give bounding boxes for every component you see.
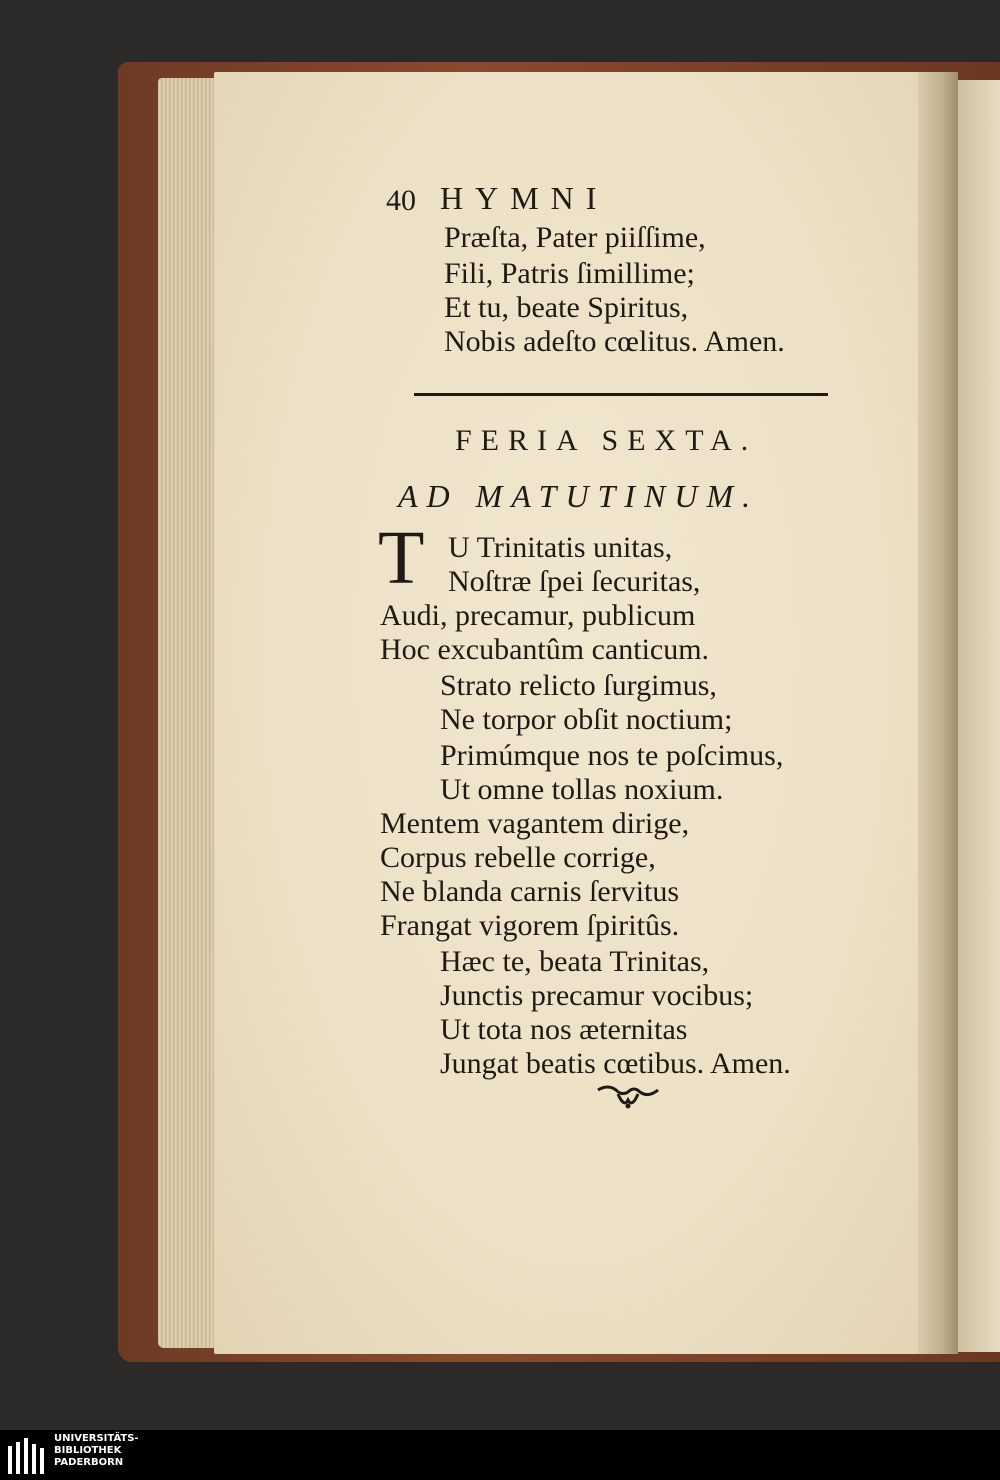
library-logo-bars-icon [8,1436,44,1474]
drop-cap: T [378,516,425,600]
fleuron-ornament-icon [596,1082,660,1119]
hymn-line: Hæc te, beata Trinitas, [440,945,710,978]
hymn-line: Ut omne tollas noxium. [440,773,724,806]
hymn-line: Ne blanda carnis ſervitus [380,875,680,908]
hymn-line: Frangat vigorem ſpiritûs. [380,909,680,942]
hymn-line: Hoc excubantûm canticum. [380,633,710,666]
horizontal-rule [414,393,828,396]
hymn-line: Corpus rebelle corrige, [380,841,656,874]
page-edges [158,78,220,1348]
logo-line: BIBLIOTHEK [54,1445,122,1456]
logo-line: PADERBORN [54,1457,124,1468]
hymn-line: Mentem vagantem dirige, [380,807,690,840]
hymn-line: Primúmque nos te poſcimus, [440,739,784,772]
stanza-line: Et tu, beate Spiritus, [444,291,689,324]
hymn-line: Junctis precamur vocibus; [440,979,754,1012]
logo-line: UNIVERSITÄTS- [54,1433,139,1444]
running-title: HYMNI [440,180,609,216]
page-number: 40 [386,184,416,217]
hymn-line: Audi, precamur, publicum [380,599,696,632]
section-title: FERIA SEXTA. [455,424,758,457]
library-logo-text [54,1433,139,1469]
footer-bar [0,1430,1000,1480]
hymn-line: Noſtræ ſpei ſecuritas, [448,565,701,598]
subsection-title: AD MATUTINUM. [398,478,760,514]
hymn-line: Ut tota nos æternitas [440,1013,688,1046]
stanza-line: Fili, Patris ſimillime; [444,257,695,290]
hymn-line: Ne torpor obſit noctium; [440,703,733,736]
stanza-line: Præſta, Pater piiſſime, [444,221,706,254]
hymn-line: Jungat beatis cœtibus. Amen. [440,1047,791,1080]
book-gutter [918,72,958,1354]
stanza-line: Nobis adeſto cœlitus. Amen. [444,325,785,358]
hymn-line: Strato relicto ſurgimus, [440,669,717,702]
hymn-line: U Trinitatis unitas, [448,531,673,564]
